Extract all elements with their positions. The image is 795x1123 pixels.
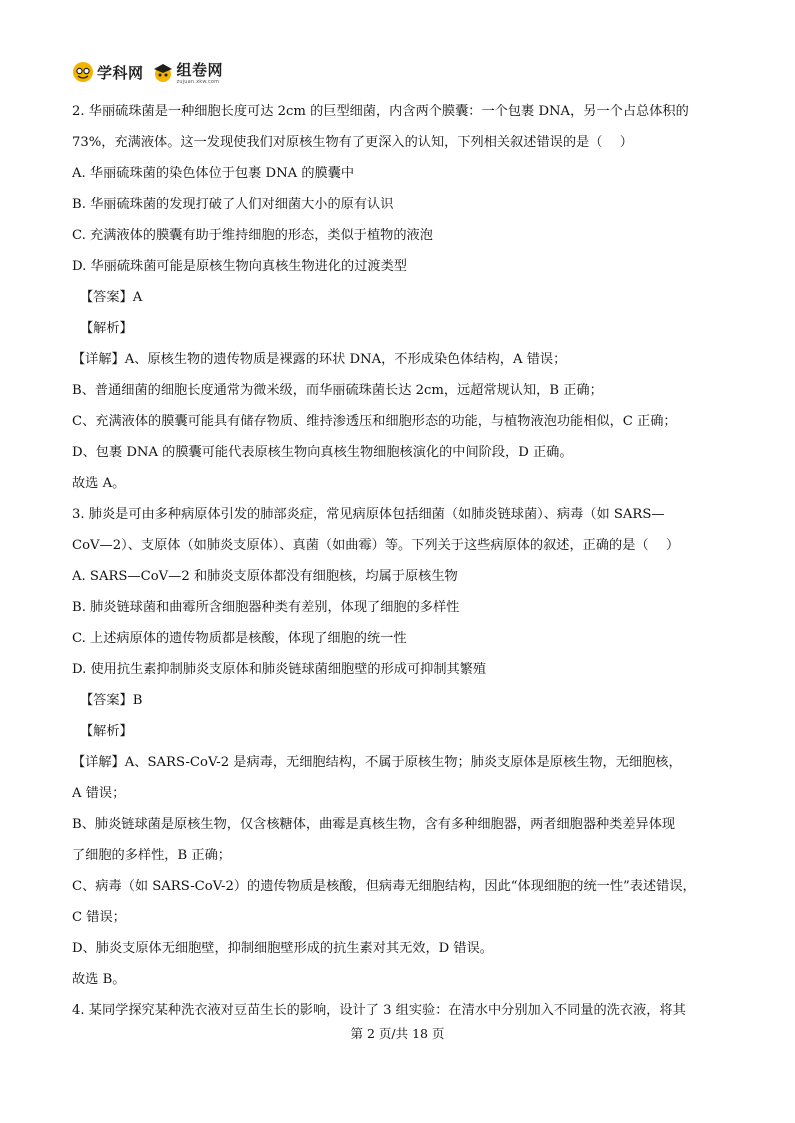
q3-option-c: C. 上述病原体的遗传物质都是核酸，体现了细胞的统一性 (72, 631, 407, 646)
q2-option-a: A. 华丽硫珠菌的染色体位于包裹 DNA 的膜囊中 (72, 166, 355, 181)
q2-stem-line-1: 2. 华丽硫珠菌是一种细胞长度可达 2cm 的巨型细菌，内含两个膜囊：一个包裹 DNA，另一个占总体积的 (72, 104, 689, 119)
q3-option-d: D. 使用抗生素抑制肺炎支原体和肺炎链球菌细胞壁的形成可抑制其繁殖 (72, 662, 487, 677)
xuekewang-logo-icon (72, 61, 94, 83)
q2-conclusion: 故选 A。 (72, 476, 126, 491)
q3-conclusion: 故选 B。 (72, 972, 126, 987)
q2-detail-c: C、充满液体的膜囊可能具有储存物质、维持渗透压和细胞形态的功能，与植物液泡功能相似，C 正确； (72, 414, 677, 429)
q2-answer: 【答案】A (80, 290, 143, 305)
q2-option-b: B. 华丽硫珠菌的发现打破了人们对细菌大小的原有认识 (72, 197, 394, 212)
q3-detail-b-line-1: B、肺炎链球菌是原核生物，仅含核糖体，曲霉是真核生物，含有多种细胞器，两者细胞器种类差异体现 (72, 817, 676, 832)
q2-detail-d: D、包裹 DNA 的膜囊可能代表原核生物向真核生物细胞核演化的中间阶段，D 正确。 (72, 445, 573, 460)
zujuanwang-logo-subtext: zujuan.xkw.com (176, 78, 220, 85)
q3-detail-c-line-1: C、病毒（如 SARS-CoV-2）的遗传物质是核酸，但病毒无细胞结构，因此“体现细胞的统一性”表述错误， (72, 879, 696, 894)
q3-detail-b-line-2: 了细胞的多样性，B 正确； (72, 848, 231, 863)
q3-detail-c-line-2: C 错误； (72, 910, 126, 925)
q3-detail-a-line-2: A 错误； (72, 786, 126, 801)
q2-detail-a: 【详解】A、原核生物的遗传物质是裸露的环状 DNA，不形成染色体结构，A 错误； (72, 352, 567, 367)
q2-stem-line-2: 73%，充满液体。这一发现使我们对原核生物有了更深入的认知，下列相关叙述错误的是（ ） (72, 135, 633, 150)
q3-analysis-heading: 【解析】 (80, 724, 133, 739)
q3-stem-line-2: CoV—2）、支原体（如肺炎支原体）、真菌（如曲霉）等。下列关于这些病原体的叙述，正确的是（ ） (72, 538, 680, 553)
q3-detail-a-line-1: 【详解】A、SARS-CoV-2 是病毒，无细胞结构，不属于原核生物；肺炎支原体是原核生物，无细胞核， (72, 755, 682, 770)
q2-option-d: D. 华丽硫珠菌可能是原核生物向真核生物进化的过渡类型 (72, 259, 407, 274)
xuekewang-logo (72, 61, 144, 83)
document-body (72, 96, 723, 1026)
zujuanwang-logo-icon (152, 61, 174, 83)
page-number: 第 2 页/共 18 页 (350, 1026, 445, 1041)
q3-answer: 【答案】B (80, 693, 143, 708)
q3-option-a: A. SARS—CoV—2 和肺炎支原体都没有细胞核，均属于原核生物 (72, 569, 458, 584)
q3-detail-d: D、肺炎支原体无细胞壁，抑制细胞壁形成的抗生素对其无效，D 错误。 (72, 941, 493, 956)
xuekewang-logo-text: 学科网 (97, 63, 144, 82)
q2-option-c: C. 充满液体的膜囊有助于维持细胞的形态，类似于植物的液泡 (72, 228, 433, 243)
q4-stem-line-1: 4. 某同学探究某种洗衣液对豆苗生长的影响，设计了 3 组实验：在清水中分别加入不同量的洗衣液，将其 (72, 1003, 686, 1018)
q2-detail-b: B、普通细菌的细胞长度通常为微米级，而华丽硫珠菌长达 2cm，远超常规认知，B 正确； (72, 383, 603, 398)
q3-stem-line-1: 3. 肺炎是可由多种病原体引发的肺部炎症，常见病原体包括细菌（如肺炎链球菌）、病毒（如 SARS— (72, 507, 665, 522)
zujuanwang-logo-text: 组卷网 (176, 60, 224, 79)
q2-analysis-heading: 【解析】 (80, 321, 133, 336)
header-logo (72, 60, 223, 84)
zujuanwang-logo (152, 60, 224, 85)
q3-option-b: B. 肺炎链球菌和曲霉所含细胞器种类有差别，体现了细胞的多样性 (72, 600, 460, 615)
